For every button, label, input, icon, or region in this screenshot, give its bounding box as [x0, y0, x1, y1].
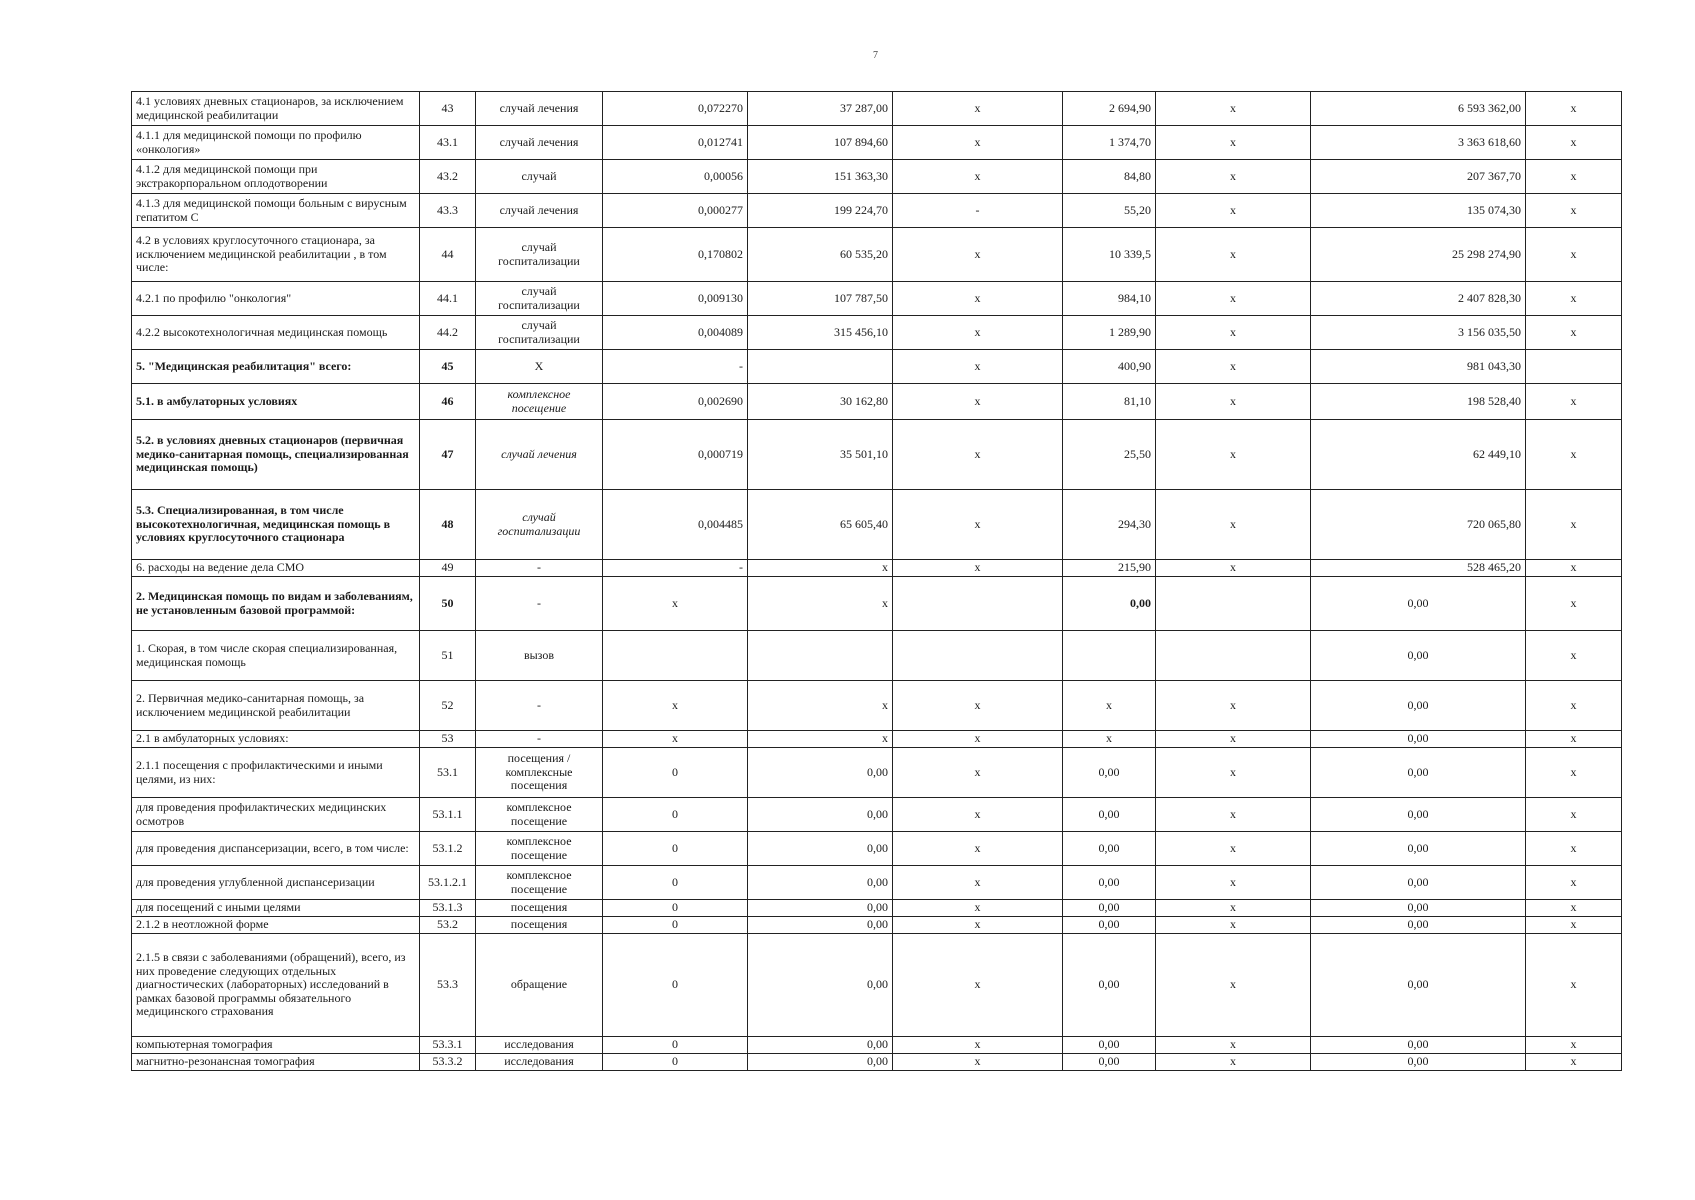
table-row: [132, 832, 1622, 866]
row-per-capita-budget: х: [893, 560, 1063, 577]
row-per-capita-budget: х: [893, 160, 1063, 194]
row-name: 4.2 в условиях круглосуточного стационара, за исключением медицинской реабилитации , в том числе:: [132, 228, 420, 282]
row-per-capita-budget: -: [893, 194, 1063, 228]
table-row: [132, 350, 1622, 384]
row-norm: 30 162,80: [748, 384, 893, 420]
row-volume: 0: [603, 798, 748, 832]
row-norm: [748, 350, 893, 384]
row-cost-budget: х: [1156, 1054, 1311, 1071]
row-volume: 0,004485: [603, 490, 748, 560]
row-percent: х: [1526, 731, 1622, 748]
page-number: 7: [873, 50, 878, 61]
row-cost-oms: 981 043,30: [1311, 350, 1526, 384]
row-per-capita-oms: 0,00: [1063, 577, 1156, 631]
row-volume: 0: [603, 900, 748, 917]
row-cost-budget: х: [1156, 900, 1311, 917]
row-per-capita-budget: х: [893, 681, 1063, 731]
row-per-capita-budget: х: [893, 92, 1063, 126]
row-percent: х: [1526, 1054, 1622, 1071]
row-volume: 0,170802: [603, 228, 748, 282]
row-name: 2.1.2 в неотложной форме: [132, 917, 420, 934]
table-row: [132, 490, 1622, 560]
row-norm: х: [748, 731, 893, 748]
row-volume: 0,072270: [603, 92, 748, 126]
row-unit: Х: [476, 350, 603, 384]
row-norm: [748, 631, 893, 681]
table-row: [132, 731, 1622, 748]
row-per-capita-oms: 81,10: [1063, 384, 1156, 420]
row-cost-oms: 0,00: [1311, 934, 1526, 1037]
row-name: магнитно-резонансная томография: [132, 1054, 420, 1071]
row-volume: х: [603, 681, 748, 731]
row-unit: вызов: [476, 631, 603, 681]
row-cost-oms: 0,00: [1311, 731, 1526, 748]
row-per-capita-oms: 55,20: [1063, 194, 1156, 228]
row-cost-oms: 2 407 828,30: [1311, 282, 1526, 316]
row-unit: случай госпитализации: [476, 490, 603, 560]
row-volume: х: [603, 731, 748, 748]
row-percent: х: [1526, 560, 1622, 577]
table-row: [132, 160, 1622, 194]
row-cost-budget: х: [1156, 917, 1311, 934]
row-unit: комплексное посещение: [476, 798, 603, 832]
row-code: 53: [420, 731, 476, 748]
row-volume: 0,00056: [603, 160, 748, 194]
row-percent: х: [1526, 934, 1622, 1037]
row-percent: х: [1526, 866, 1622, 900]
row-code: 48: [420, 490, 476, 560]
row-per-capita-budget: х: [893, 900, 1063, 917]
row-per-capita-oms: [1063, 631, 1156, 681]
row-code: 52: [420, 681, 476, 731]
row-name: 4.1.3 для медицинской помощи больным с вирусным гепатитом С: [132, 194, 420, 228]
row-unit: исследования: [476, 1054, 603, 1071]
row-per-capita-oms: 0,00: [1063, 917, 1156, 934]
row-per-capita-oms: 1 289,90: [1063, 316, 1156, 350]
row-per-capita-budget: [893, 577, 1063, 631]
row-percent: х: [1526, 384, 1622, 420]
row-per-capita-oms: х: [1063, 731, 1156, 748]
row-per-capita-oms: 215,90: [1063, 560, 1156, 577]
row-cost-oms: 62 449,10: [1311, 420, 1526, 490]
row-unit: -: [476, 681, 603, 731]
row-cost-budget: х: [1156, 420, 1311, 490]
row-cost-oms: 0,00: [1311, 917, 1526, 934]
row-percent: х: [1526, 900, 1622, 917]
row-name: 5.2. в условиях дневных стационаров (первичная медико-санитарная помощь, специализированная медицинская помощь): [132, 420, 420, 490]
row-percent: х: [1526, 1037, 1622, 1054]
row-norm: 0,00: [748, 798, 893, 832]
row-per-capita-oms: 0,00: [1063, 1037, 1156, 1054]
row-code: 53.1: [420, 748, 476, 798]
table-row: [132, 577, 1622, 631]
row-norm: 37 287,00: [748, 92, 893, 126]
row-norm: 0,00: [748, 832, 893, 866]
row-percent: х: [1526, 577, 1622, 631]
table-row: [132, 194, 1622, 228]
row-per-capita-budget: х: [893, 316, 1063, 350]
cost-table: [131, 91, 1622, 1071]
row-name: для проведения диспансеризации, всего, в том числе:: [132, 832, 420, 866]
row-unit: случай лечения: [476, 420, 603, 490]
row-unit: -: [476, 560, 603, 577]
row-per-capita-budget: х: [893, 1037, 1063, 1054]
row-name: для посещений с иными целями: [132, 900, 420, 917]
row-norm: 0,00: [748, 900, 893, 917]
table-row: [132, 282, 1622, 316]
row-cost-budget: х: [1156, 350, 1311, 384]
row-percent: х: [1526, 160, 1622, 194]
row-per-capita-budget: х: [893, 126, 1063, 160]
table-row: [132, 92, 1622, 126]
row-code: 53.3.2: [420, 1054, 476, 1071]
row-unit: случай госпитализации: [476, 228, 603, 282]
row-name: 5. "Медицинская реабилитация" всего:: [132, 350, 420, 384]
row-per-capita-oms: 1 374,70: [1063, 126, 1156, 160]
row-name: для проведения углубленной диспансеризации: [132, 866, 420, 900]
row-unit: комплексное посещение: [476, 384, 603, 420]
row-norm: 0,00: [748, 866, 893, 900]
row-code: 53.1.3: [420, 900, 476, 917]
row-percent: [1526, 350, 1622, 384]
row-volume: 0: [603, 1037, 748, 1054]
row-per-capita-oms: 10 339,5: [1063, 228, 1156, 282]
table-row: [132, 316, 1622, 350]
row-per-capita-oms: 25,50: [1063, 420, 1156, 490]
row-code: 44.2: [420, 316, 476, 350]
row-unit: случай лечения: [476, 194, 603, 228]
row-code: 46: [420, 384, 476, 420]
table-row: [132, 900, 1622, 917]
row-code: 44: [420, 228, 476, 282]
row-volume: 0,002690: [603, 384, 748, 420]
row-volume: 0,000277: [603, 194, 748, 228]
row-volume: -: [603, 350, 748, 384]
row-code: 49: [420, 560, 476, 577]
row-code: 53.2: [420, 917, 476, 934]
table-row: [132, 934, 1622, 1037]
row-unit: посещения: [476, 917, 603, 934]
table-row: [132, 560, 1622, 577]
row-unit: случай лечения: [476, 92, 603, 126]
row-per-capita-oms: 984,10: [1063, 282, 1156, 316]
row-per-capita-oms: 84,80: [1063, 160, 1156, 194]
table-row: [132, 126, 1622, 160]
row-cost-budget: х: [1156, 560, 1311, 577]
row-name: для проведения профилактических медицинских осмотров: [132, 798, 420, 832]
table-row: [132, 228, 1622, 282]
row-cost-budget: х: [1156, 731, 1311, 748]
row-norm: 0,00: [748, 934, 893, 1037]
row-per-capita-budget: х: [893, 228, 1063, 282]
row-code: 43.2: [420, 160, 476, 194]
row-cost-oms: 0,00: [1311, 748, 1526, 798]
table-row: [132, 866, 1622, 900]
row-cost-budget: х: [1156, 160, 1311, 194]
row-cost-oms: 6 593 362,00: [1311, 92, 1526, 126]
row-name: 2. Первичная медико-санитарная помощь, за исключением медицинской реабилитации: [132, 681, 420, 731]
row-unit: случай: [476, 160, 603, 194]
row-cost-budget: х: [1156, 934, 1311, 1037]
row-cost-oms: 0,00: [1311, 832, 1526, 866]
row-cost-budget: х: [1156, 1037, 1311, 1054]
table-row: [132, 798, 1622, 832]
row-volume: 0,000719: [603, 420, 748, 490]
row-norm: 0,00: [748, 1054, 893, 1071]
row-cost-oms: 720 065,80: [1311, 490, 1526, 560]
row-code: 50: [420, 577, 476, 631]
row-percent: х: [1526, 798, 1622, 832]
row-per-capita-budget: х: [893, 866, 1063, 900]
row-norm: 0,00: [748, 917, 893, 934]
table-row: [132, 681, 1622, 731]
row-norm: х: [748, 577, 893, 631]
row-code: 43: [420, 92, 476, 126]
row-cost-oms: 0,00: [1311, 1037, 1526, 1054]
row-name: компьютерная томография: [132, 1037, 420, 1054]
row-percent: х: [1526, 282, 1622, 316]
row-per-capita-oms: 0,00: [1063, 798, 1156, 832]
row-cost-oms: 0,00: [1311, 681, 1526, 731]
row-per-capita-budget: х: [893, 798, 1063, 832]
row-volume: -: [603, 560, 748, 577]
row-unit: комплексное посещение: [476, 832, 603, 866]
row-name: 1. Скорая, в том числе скорая специализированная, медицинская помощь: [132, 631, 420, 681]
table-row: [132, 748, 1622, 798]
row-cost-oms: 528 465,20: [1311, 560, 1526, 577]
row-volume: 0: [603, 832, 748, 866]
row-per-capita-budget: х: [893, 917, 1063, 934]
row-volume: 0,009130: [603, 282, 748, 316]
row-cost-budget: х: [1156, 798, 1311, 832]
row-volume: 0: [603, 866, 748, 900]
row-unit: комплексное посещение: [476, 866, 603, 900]
row-name: 2. Медицинская помощь по видам и заболеваниям, не установленным базовой программой:: [132, 577, 420, 631]
row-code: 51: [420, 631, 476, 681]
row-cost-oms: 207 367,70: [1311, 160, 1526, 194]
row-cost-oms: 0,00: [1311, 1054, 1526, 1071]
row-per-capita-budget: х: [893, 832, 1063, 866]
row-percent: х: [1526, 490, 1622, 560]
row-name: 2.1.1 посещения с профилактическими и иными целями, из них:: [132, 748, 420, 798]
row-cost-budget: х: [1156, 384, 1311, 420]
row-per-capita-oms: 0,00: [1063, 934, 1156, 1037]
row-unit: обращение: [476, 934, 603, 1037]
row-percent: х: [1526, 631, 1622, 681]
row-code: 53.1.2: [420, 832, 476, 866]
row-name: 4.1.2 для медицинской помощи при экстракорпоральном оплодотворении: [132, 160, 420, 194]
row-norm: 107 787,50: [748, 282, 893, 316]
row-unit: случай госпитализации: [476, 316, 603, 350]
row-name: 4.2.1 по профилю "онкология": [132, 282, 420, 316]
row-cost-oms: 0,00: [1311, 577, 1526, 631]
row-cost-budget: х: [1156, 748, 1311, 798]
row-per-capita-budget: х: [893, 350, 1063, 384]
row-cost-budget: х: [1156, 316, 1311, 350]
row-per-capita-oms: 0,00: [1063, 748, 1156, 798]
row-volume: 0: [603, 748, 748, 798]
row-name: 4.1 условиях дневных стационаров, за исключением медицинской реабилитации: [132, 92, 420, 126]
row-name: 6. расходы на ведение дела СМО: [132, 560, 420, 577]
row-percent: х: [1526, 194, 1622, 228]
row-volume: 0,004089: [603, 316, 748, 350]
row-per-capita-budget: х: [893, 420, 1063, 490]
row-percent: х: [1526, 126, 1622, 160]
row-per-capita-oms: х: [1063, 681, 1156, 731]
row-norm: 0,00: [748, 748, 893, 798]
row-cost-oms: 0,00: [1311, 798, 1526, 832]
row-unit: -: [476, 731, 603, 748]
row-norm: 35 501,10: [748, 420, 893, 490]
row-cost-budget: х: [1156, 282, 1311, 316]
row-name: 2.1 в амбулаторных условиях:: [132, 731, 420, 748]
row-percent: х: [1526, 228, 1622, 282]
row-volume: 0: [603, 934, 748, 1037]
row-cost-oms: 0,00: [1311, 866, 1526, 900]
row-cost-budget: [1156, 577, 1311, 631]
table-row: [132, 384, 1622, 420]
row-name: 4.1.1 для медицинской помощи по профилю «онкология»: [132, 126, 420, 160]
row-percent: х: [1526, 92, 1622, 126]
row-percent: х: [1526, 420, 1622, 490]
row-cost-budget: х: [1156, 194, 1311, 228]
row-per-capita-budget: х: [893, 934, 1063, 1037]
row-per-capita-budget: х: [893, 1054, 1063, 1071]
row-code: 45: [420, 350, 476, 384]
row-volume: х: [603, 577, 748, 631]
row-cost-oms: 3 363 618,60: [1311, 126, 1526, 160]
row-code: 47: [420, 420, 476, 490]
row-cost-oms: 25 298 274,90: [1311, 228, 1526, 282]
row-code: 43.1: [420, 126, 476, 160]
row-volume: 0: [603, 1054, 748, 1071]
row-percent: х: [1526, 681, 1622, 731]
row-cost-budget: х: [1156, 126, 1311, 160]
row-volume: 0,012741: [603, 126, 748, 160]
row-name: 5.1. в амбулаторных условиях: [132, 384, 420, 420]
row-cost-oms: 3 156 035,50: [1311, 316, 1526, 350]
row-norm: 315 456,10: [748, 316, 893, 350]
row-cost-oms: 0,00: [1311, 631, 1526, 681]
row-norm: 0,00: [748, 1037, 893, 1054]
row-name: 5.3. Специализированная, в том числе высокотехнологичная, медицинская помощь в условиях круглосуточного стационара: [132, 490, 420, 560]
row-per-capita-oms: 0,00: [1063, 866, 1156, 900]
row-norm: х: [748, 681, 893, 731]
table-row: [132, 631, 1622, 681]
row-percent: х: [1526, 917, 1622, 934]
row-cost-budget: х: [1156, 866, 1311, 900]
table-row: [132, 1037, 1622, 1054]
row-per-capita-budget: х: [893, 490, 1063, 560]
row-norm: 107 894,60: [748, 126, 893, 160]
row-cost-budget: х: [1156, 681, 1311, 731]
row-percent: х: [1526, 748, 1622, 798]
row-cost-budget: х: [1156, 228, 1311, 282]
row-cost-budget: х: [1156, 490, 1311, 560]
row-cost-budget: [1156, 631, 1311, 681]
row-per-capita-oms: 2 694,90: [1063, 92, 1156, 126]
row-code: 53.1.1: [420, 798, 476, 832]
row-per-capita-budget: [893, 631, 1063, 681]
row-code: 44.1: [420, 282, 476, 316]
row-unit: посещения / комплексные посещения: [476, 748, 603, 798]
row-percent: х: [1526, 316, 1622, 350]
row-name: 2.1.5 в связи с заболеваниями (обращений), всего, из них проведение следующих отдельных диагностических (лабораторных) исследований в рамках базовой программы обязательного медицинского страхования: [132, 934, 420, 1037]
row-cost-oms: 135 074,30: [1311, 194, 1526, 228]
row-norm: 60 535,20: [748, 228, 893, 282]
row-name: 4.2.2 высокотехнологичная медицинская помощь: [132, 316, 420, 350]
row-code: 53.1.2.1: [420, 866, 476, 900]
table-row: [132, 1054, 1622, 1071]
row-unit: исследования: [476, 1037, 603, 1054]
row-per-capita-budget: х: [893, 731, 1063, 748]
row-per-capita-oms: 0,00: [1063, 832, 1156, 866]
row-volume: 0: [603, 917, 748, 934]
row-cost-oms: 198 528,40: [1311, 384, 1526, 420]
row-cost-budget: х: [1156, 832, 1311, 866]
row-per-capita-oms: 0,00: [1063, 1054, 1156, 1071]
row-code: 43.3: [420, 194, 476, 228]
row-norm: 151 363,30: [748, 160, 893, 194]
row-code: 53.3: [420, 934, 476, 1037]
row-per-capita-oms: 400,90: [1063, 350, 1156, 384]
table-row: [132, 420, 1622, 490]
row-unit: посещения: [476, 900, 603, 917]
row-unit: случай госпитализации: [476, 282, 603, 316]
row-per-capita-budget: х: [893, 384, 1063, 420]
table-row: [132, 917, 1622, 934]
row-code: 53.3.1: [420, 1037, 476, 1054]
row-norm: х: [748, 560, 893, 577]
row-cost-budget: х: [1156, 92, 1311, 126]
row-per-capita-budget: х: [893, 748, 1063, 798]
row-norm: 65 605,40: [748, 490, 893, 560]
row-volume: [603, 631, 748, 681]
row-per-capita-oms: 0,00: [1063, 900, 1156, 917]
row-norm: 199 224,70: [748, 194, 893, 228]
row-unit: -: [476, 577, 603, 631]
row-unit: случай лечения: [476, 126, 603, 160]
row-cost-oms: 0,00: [1311, 900, 1526, 917]
row-percent: х: [1526, 832, 1622, 866]
row-per-capita-budget: х: [893, 282, 1063, 316]
row-per-capita-oms: 294,30: [1063, 490, 1156, 560]
